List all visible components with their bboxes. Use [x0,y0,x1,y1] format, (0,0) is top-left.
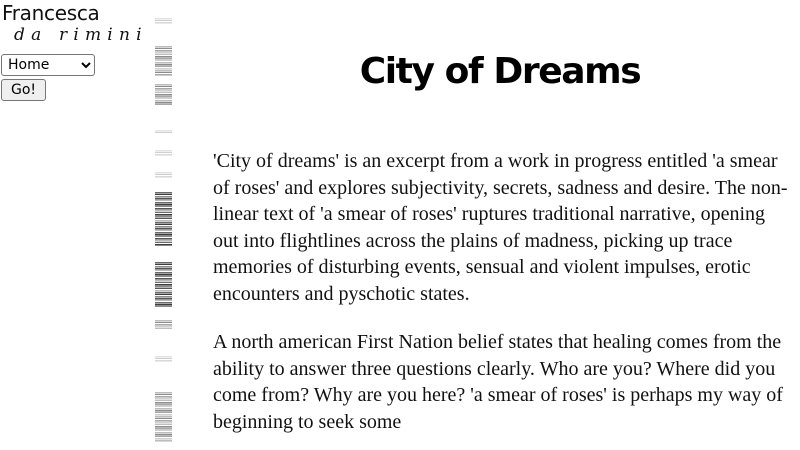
barcode-stripe [155,94,172,96]
barcode-stripe [155,322,172,323]
barcode-stripe [155,206,172,207]
belief-paragraph: A north american First Nation belief states that healing comes from the ability to answer three questions clearly. Who are you? Where did you come from? Why are you here? 'a smear of roses' is perhaps my way of beginning to seek some [213,331,783,433]
barcode-stripe [155,174,172,175]
barcode-stripe [155,200,172,201]
barcode-stripe [155,66,172,67]
barcode-stripe [155,410,172,412]
barcode-stripe [155,222,172,224]
barcode-stripe [155,102,172,104]
barcode-stripe [155,232,172,234]
barcode-stripe [155,300,172,301]
barcode-stripe [155,172,172,174]
barcode-stripe [155,394,172,395]
barcode-stripe [155,18,172,20]
navigation-select[interactable] [1,54,95,76]
barcode-stripe [155,204,172,206]
barcode-stripe [155,74,172,76]
barcode-stripe [155,54,172,55]
logo-da-rimini: da rimini [14,25,148,45]
barcode-stripe [155,358,172,359]
barcode-stripe [155,408,172,410]
barcode-stripe [155,100,172,102]
barcode-stripe [155,84,172,86]
barcode-stripe [155,208,172,210]
barcode-stripe [155,92,172,93]
barcode-stripe [155,242,172,243]
barcode-stripe [155,202,172,204]
barcode-stripe [155,58,172,60]
barcode-stripe [155,130,172,132]
barcode-stripe [155,214,172,216]
barcode-stripe [155,196,172,198]
barcode-stripe [155,266,172,268]
page-title: City of Dreams [359,51,641,92]
barcode-stripe [155,432,172,434]
barcode-stripe [155,392,172,394]
barcode-stripe [155,296,172,298]
barcode-stripe [155,412,172,413]
barcode-stripe [155,216,172,218]
barcode-stripe [155,406,172,407]
barcode-stripe [155,320,172,322]
barcode-stripe [155,422,172,424]
barcode-stripe [155,268,172,270]
barcode-stripe [155,438,172,440]
go-button[interactable]: Go! [1,79,46,101]
barcode-stripe [155,306,172,307]
barcode-stripe [155,278,172,280]
barcode-stripe [155,68,172,70]
barcode-stripe [155,220,172,222]
barcode-stripe [155,324,172,326]
sidebar [0,0,160,450]
barcode-stripe [155,288,172,289]
barcode-stripe [155,420,172,422]
barcode-stripe [155,418,172,419]
barcode-stripe [155,270,172,271]
barcode-stripe [155,176,172,178]
barcode-stripe [155,292,172,294]
barcode-stripe [155,48,172,49]
barcode-stripe [155,64,172,66]
barcode-stripe [155,280,172,282]
intro-paragraph: 'City of dreams' is an excerpt from a work in progress entitled 'a smear of roses' and explores subjectivity, secrets, sadness and desire. The non-linear text of 'a smear of roses' ruptures traditional narrative, opening out into flightlines across the plains of madness, picking up trace memories of disturbing events, sensual and violent impulses, erotic encounters and pyschotic states. [213,150,788,305]
barcode-stripe [155,224,172,225]
barcode-stripe [155,428,172,430]
barcode-stripe [155,424,172,425]
barcode-stripe [155,282,172,283]
barcode-stripe [155,132,172,133]
barcode-stripe [155,286,172,288]
barcode-stripe [155,398,172,400]
barcode-stripe [155,88,172,90]
barcode-stripe [155,228,172,230]
barcode-stripe [155,284,172,286]
barcode-stripe [155,360,172,362]
barcode-stripe [155,426,172,428]
barcode-stripe [155,90,172,92]
barcode-stripe [155,264,172,265]
barcode-stripe [155,72,172,73]
barcode-stripe [155,238,172,240]
barcode-strip-decoration [155,0,172,450]
barcode-stripe [155,192,172,194]
barcode-stripe [155,328,172,329]
barcode-stripe [155,244,172,246]
barcode-stripe [155,194,172,195]
barcode-stripe [155,22,172,24]
barcode-stripe [155,430,172,431]
barcode-stripe [155,414,172,416]
barcode-stripe [155,276,172,277]
barcode-stripe [155,152,172,153]
logo-francesca: Francesca [2,1,100,25]
barcode-stripe [155,46,172,48]
barcode-stripe [155,416,172,418]
barcode-stripe [155,52,172,54]
barcode-stripe [155,198,172,200]
barcode-stripe [155,262,172,264]
barcode-stripe [155,434,172,436]
barcode-stripe [155,20,172,21]
barcode-stripe [155,396,172,398]
barcode-stripe [155,86,172,87]
barcode-stripe [155,62,172,64]
barcode-stripe [155,294,172,295]
barcode-stripe [155,272,172,274]
barcode-stripe [155,70,172,72]
barcode-stripe [155,404,172,406]
barcode-stripe [155,60,172,61]
barcode-stripe [155,326,172,328]
barcode-stripe [155,400,172,401]
barcode-stripe [155,96,172,98]
barcode-stripe [155,98,172,99]
barcode-stripe [155,240,172,242]
barcode-stripe [155,440,172,442]
barcode-stripe [155,234,172,236]
barcode-stripe [155,290,172,292]
barcode-stripe [155,212,172,213]
barcode-stripe [155,154,172,156]
barcode-stripe [155,226,172,228]
barcode-stripe [155,356,172,358]
barcode-stripe [155,210,172,212]
barcode-stripe [155,236,172,237]
barcode-stripe [155,436,172,437]
main-content [213,148,791,450]
barcode-stripe [155,274,172,276]
barcode-stripe [155,230,172,231]
barcode-stripe [155,150,172,152]
barcode-graphic [155,0,172,450]
barcode-stripe [155,50,172,52]
barcode-stripe [155,218,172,219]
barcode-stripe [155,302,172,304]
barcode-stripe [155,402,172,404]
barcode-stripe [155,104,172,105]
barcode-stripe [155,298,172,300]
barcode-stripe [155,304,172,306]
barcode-stripe [155,56,172,58]
